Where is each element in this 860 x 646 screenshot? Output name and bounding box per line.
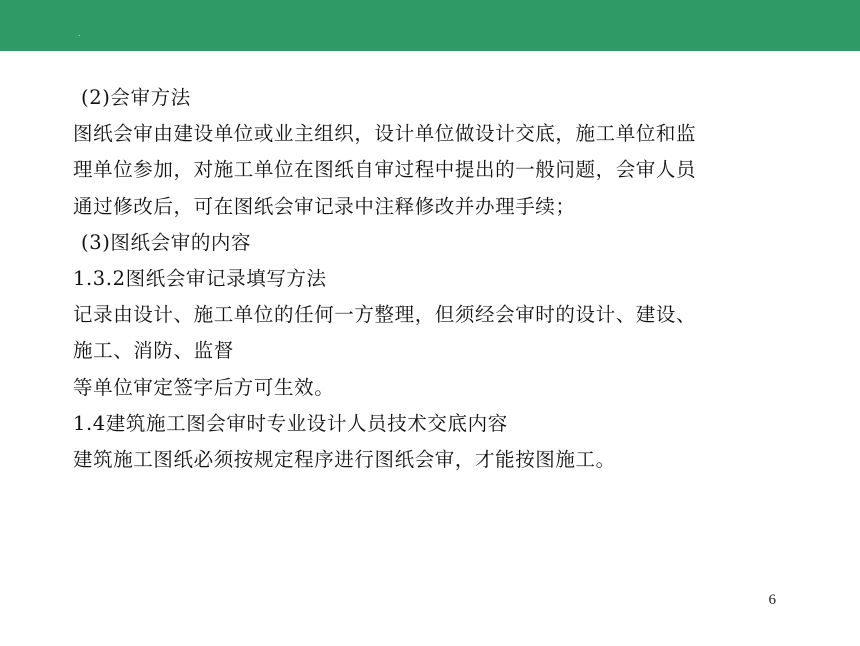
slide-body [73,80,793,478]
paragraph-line: 理单位参加，对施工单位在图纸自审过程中提出的一般问题，会审人员 [73,158,697,182]
paragraph-line: 图纸会审由建设单位或业主组织，设计单位做设计交底，施工单位和监 [73,122,697,146]
header-bar [0,0,860,51]
section-heading-technical-briefing: 1.4建筑施工图会审时专业设计人员技术交底内容 [73,411,508,435]
paragraph-line: 建筑施工图纸必须按规定程序进行图纸会审，才能按图施工。 [73,447,616,471]
section-heading-record-method: 1.3.2图纸会审记录填写方法 [73,266,327,290]
paragraph-line: 通过修改后，可在图纸会审记录中注释修改并办理手续； [73,194,576,218]
header-mark: . [78,29,81,38]
paragraph-line: 等单位审定签字后方可生效。 [73,375,335,399]
paragraph-line: 施工、消防、监督 [73,339,234,363]
section-heading-review-content: (3)图纸会审的内容 [81,230,252,254]
paragraph-line: 记录由设计、施工单位的任何一方整理，但须经会审时的设计、建设、 [73,303,697,327]
section-heading-review-method: (2)会审方法 [81,86,191,109]
page-number: 6 [768,592,776,608]
